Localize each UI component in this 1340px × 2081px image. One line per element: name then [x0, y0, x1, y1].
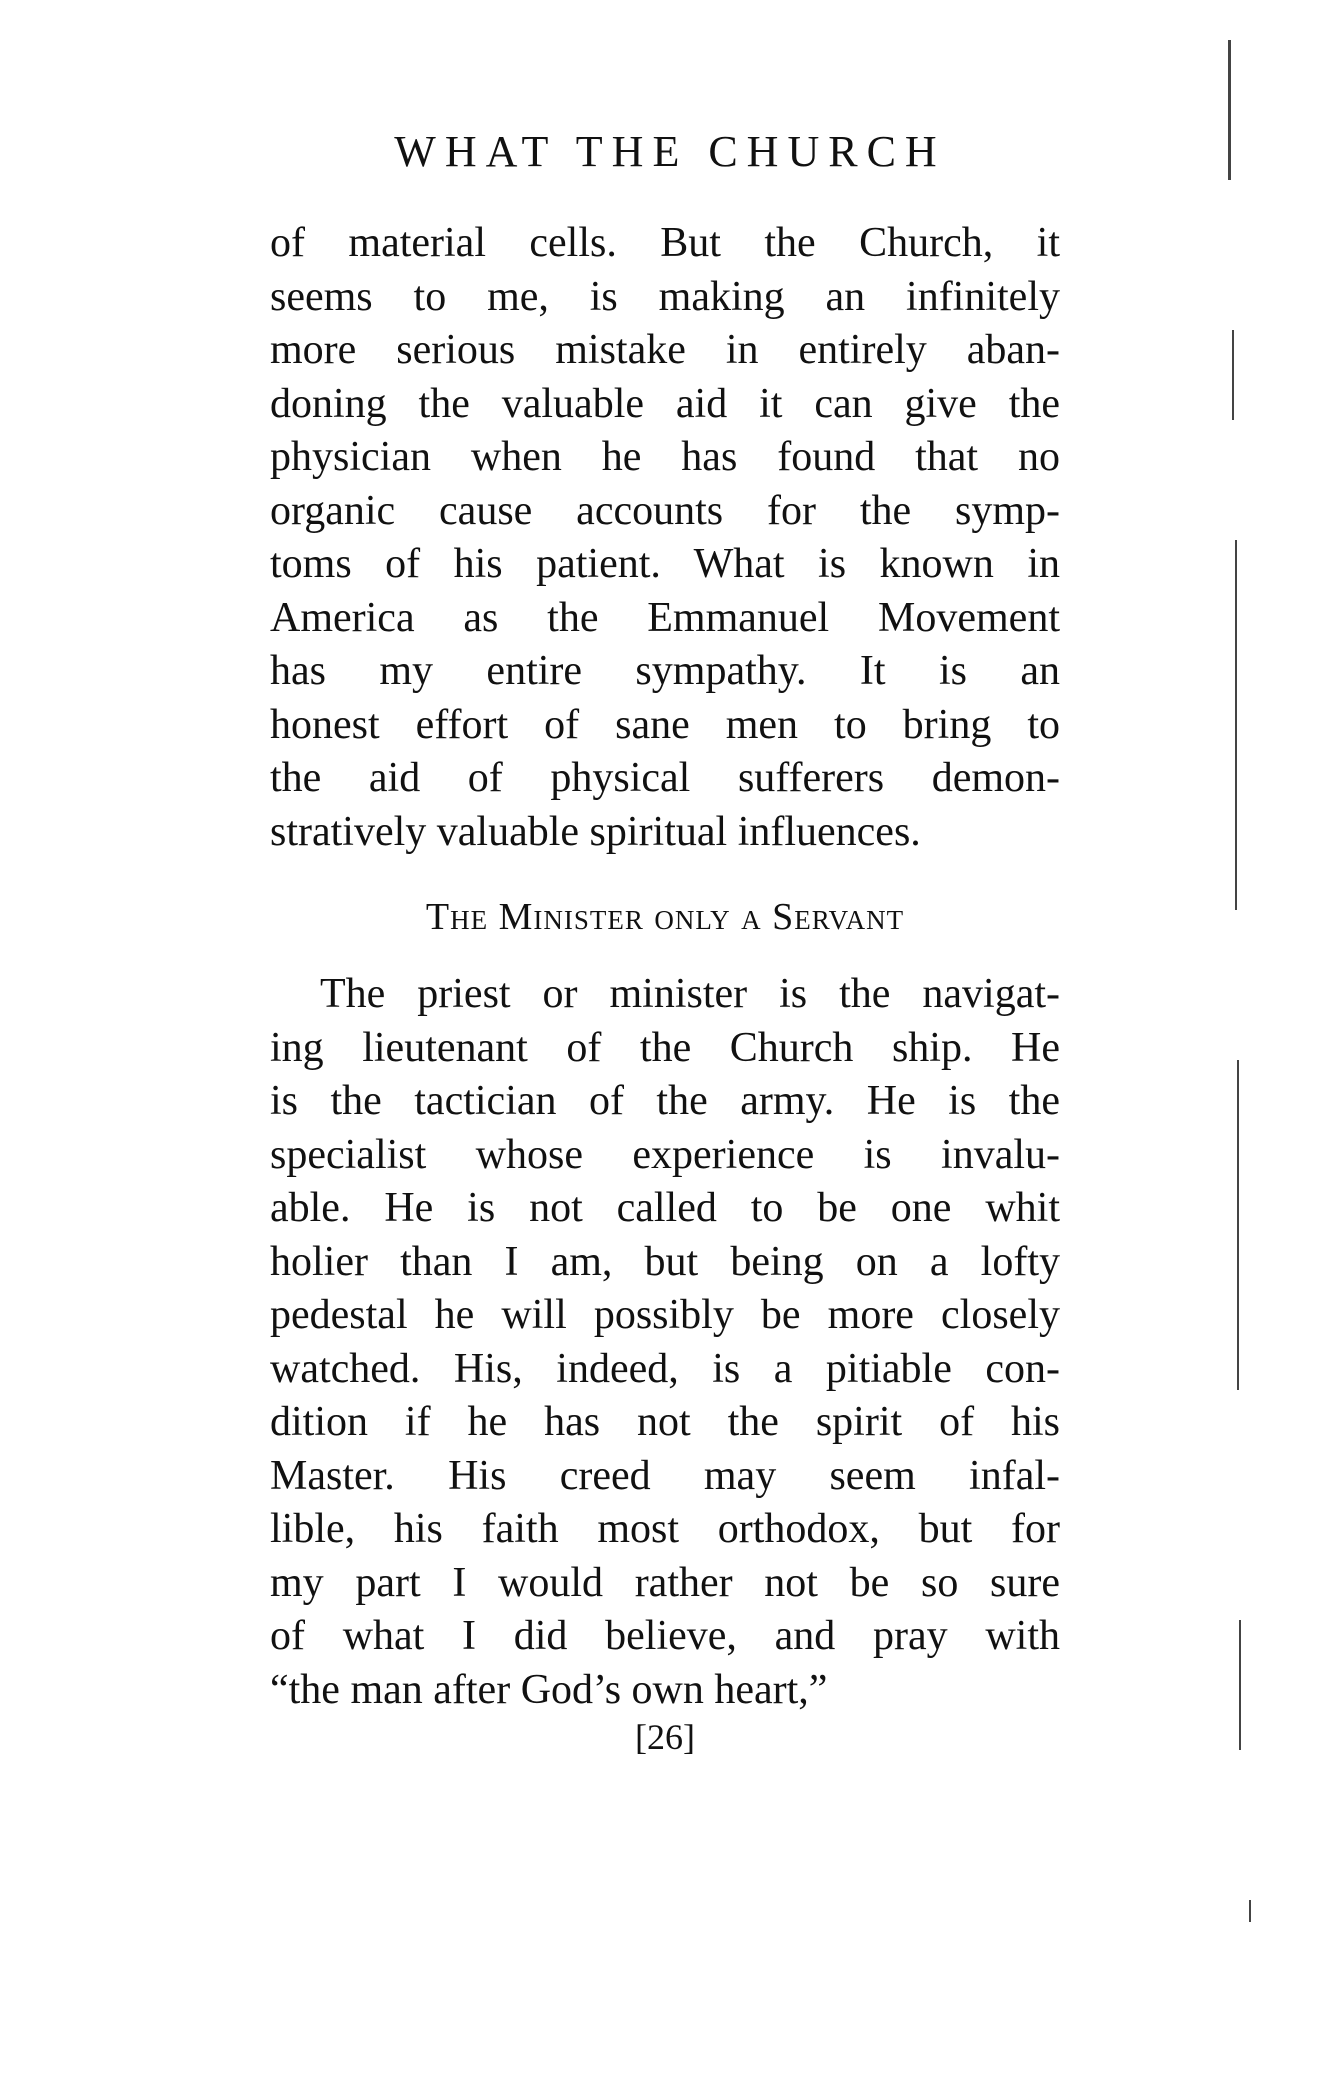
text-line: holier than I am, but being on a lofty [270, 1238, 1060, 1285]
text-line: toms of his patient. What is known in [270, 541, 1060, 587]
text-line: is the tactician of the army. He is the [270, 1078, 1060, 1124]
text-line: organic cause accounts for the symp- [270, 487, 1060, 534]
scan-artifact [1228, 40, 1231, 180]
text-line: America as the Emmanuel Movement [270, 594, 1060, 641]
text-line: stratively valuable spiritual influences. [270, 808, 921, 855]
section-heading: The Minister only a Servant [425, 896, 905, 938]
scan-artifact [1237, 1060, 1239, 1390]
text-line: physician when he has found that no [270, 434, 1060, 480]
scan-artifact [1249, 1900, 1251, 1922]
text-line: has my entire sympathy. It is an [270, 648, 1060, 694]
text-line: of material cells. But the Church, it [270, 220, 1060, 266]
text-line: The priest or minister is the navigat- [320, 971, 1060, 1017]
text-line: the aid of physical sufferers demon- [270, 755, 1060, 801]
paragraph-1 [270, 217, 1060, 859]
text-line: doning the valuable aid it can give the [270, 380, 1060, 427]
running-head: WHAT THE CHURCH [394, 127, 946, 176]
text-line: watched. His, indeed, is a pitiable con- [270, 1345, 1060, 1392]
paragraph-2 [270, 968, 1060, 1717]
scan-artifact [1239, 1620, 1241, 1750]
text-line: of what I did believe, and pray with [270, 1613, 1060, 1659]
text-line: able. He is not called to be one whit [270, 1185, 1060, 1231]
text-line: “the man after God’s own heart,” [270, 1666, 828, 1713]
page-number: [26] [635, 1717, 695, 1757]
scan-artifact [1232, 330, 1234, 420]
text-line: more serious mistake in entirely aban- [270, 327, 1060, 373]
text-line: Master. His creed may seem infal- [270, 1452, 1060, 1499]
text-line: honest effort of sane men to bring to [270, 701, 1060, 748]
text-line: specialist whose experience is invalu- [270, 1131, 1060, 1178]
text-line: pedestal he will possibly be more closely [270, 1292, 1060, 1338]
scan-artifact [1235, 540, 1237, 910]
text-line: lible, his faith most orthodox, but for [270, 1506, 1060, 1552]
text-line: seems to me, is making an infinitely [270, 273, 1060, 320]
text-line: dition if he has not the spirit of his [270, 1399, 1060, 1445]
text-line: ing lieutenant of the Church ship. He [270, 1024, 1060, 1071]
text-line: my part I would rather not be so sure [270, 1559, 1060, 1606]
